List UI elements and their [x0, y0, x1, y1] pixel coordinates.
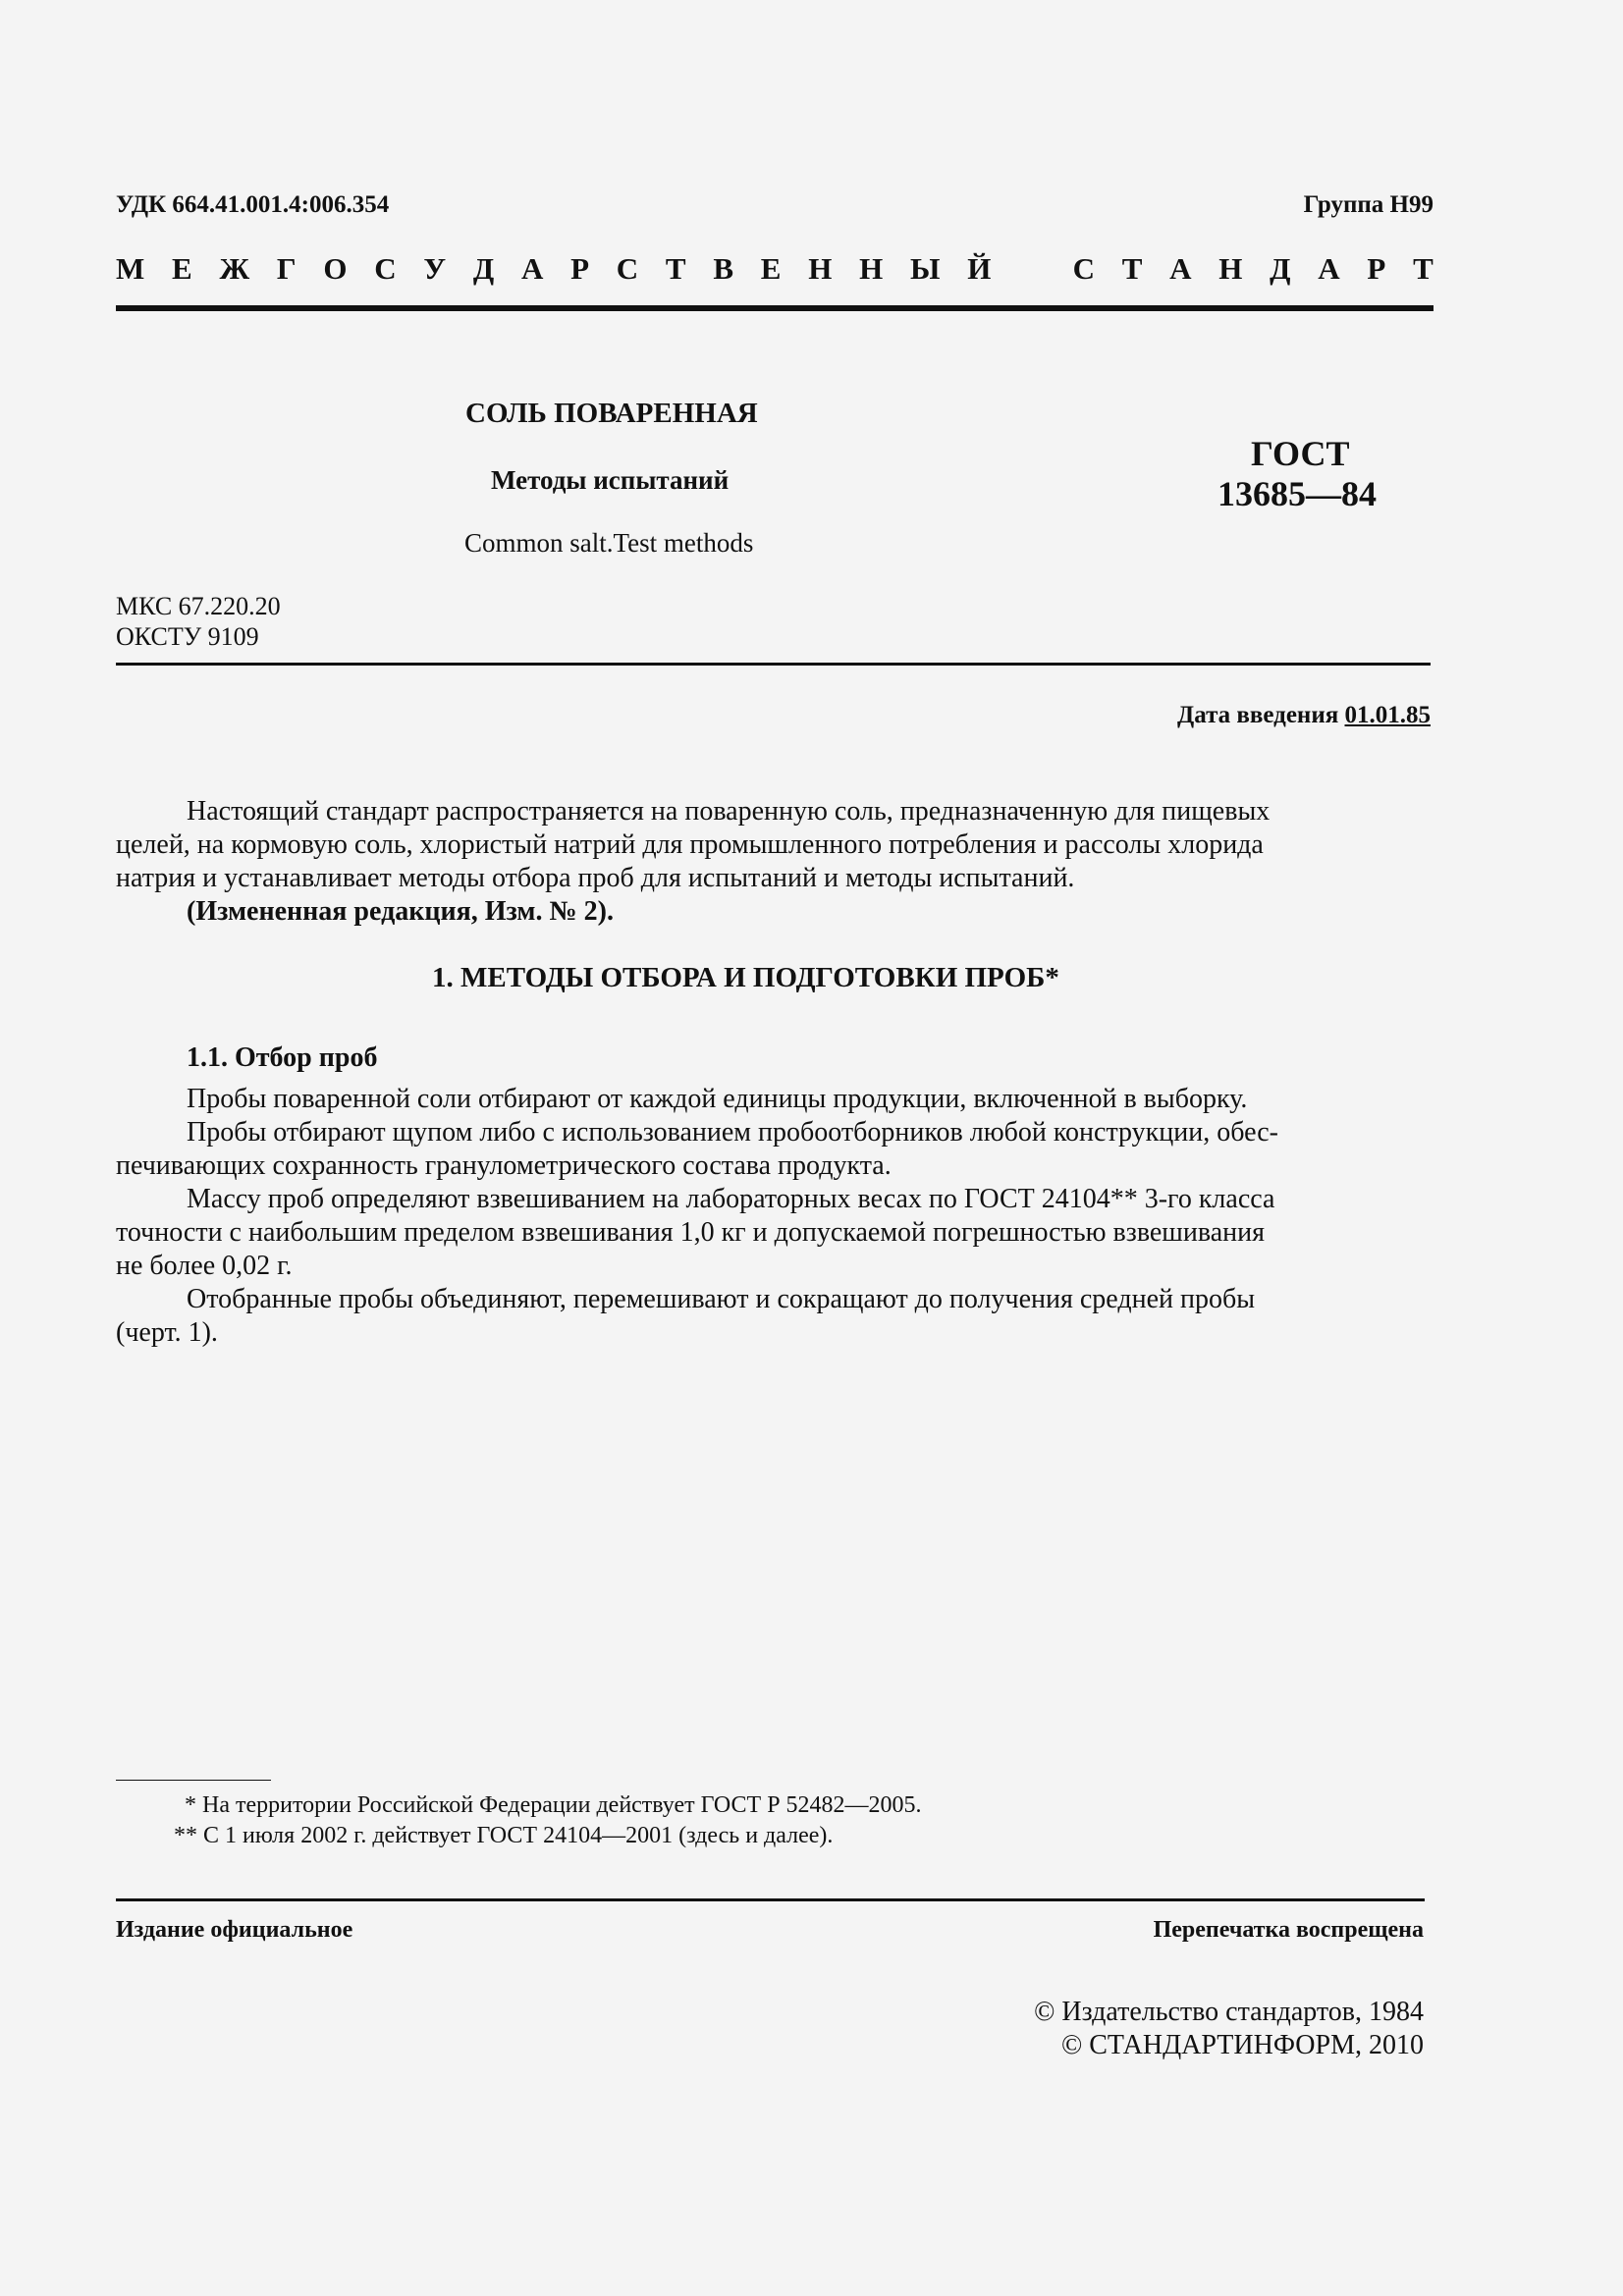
title-letter: Т	[1413, 251, 1434, 286]
title-letter: Н	[808, 251, 833, 286]
english-title: Common salt.Test methods	[464, 528, 754, 558]
title-letter: С	[616, 251, 639, 286]
title-letter: Р	[1367, 251, 1386, 286]
title-letter: В	[713, 251, 734, 286]
gost-number: 13685—84	[1217, 474, 1377, 513]
udk-code: УДК 664.41.001.4:006.354	[116, 191, 390, 218]
body-line: Отобранные пробы объединяют, перемешивают и сокращают до получения средней пробы	[187, 1284, 1256, 1314]
section-body	[116, 1083, 1431, 1350]
title-letter: Н	[1218, 251, 1243, 286]
standard-name: СОЛЬ ПОВАРЕННАЯ	[465, 398, 758, 429]
copyright-1984: © Издательство стандартов, 1984	[1034, 1997, 1424, 2027]
body-line: (черт. 1).	[116, 1317, 218, 1348]
intro-line: натрия и устанавливает методы отбора проб для испытаний и методы испытаний.	[116, 863, 1075, 893]
title-letter: Н	[859, 251, 884, 286]
title-letter: О	[323, 251, 348, 286]
copyright-2010: © СТАНДАРТИНФОРМ, 2010	[1060, 2030, 1424, 2060]
group-code: Группа Н99	[1303, 191, 1434, 218]
body-line: Массу проб определяют взвешиванием на лабораторных весах по ГОСТ 24104** 3-го класса	[187, 1184, 1275, 1214]
intro-paragraph	[116, 795, 1431, 929]
footer-rule	[116, 1898, 1425, 1901]
body-line: не более 0,02 г.	[116, 1251, 293, 1281]
title-rule	[116, 663, 1431, 666]
title-letter: Д	[1270, 251, 1291, 286]
title-letter: Д	[472, 251, 495, 286]
introduction-date-label: Дата введения	[1177, 702, 1339, 728]
title-letter: Е	[760, 251, 782, 286]
title-letter: Й	[967, 251, 992, 286]
title-letter: Р	[570, 251, 590, 286]
amendment-note: (Измененная редакция, Изм. № 2).	[187, 896, 614, 927]
title-letter: А	[1169, 251, 1192, 286]
subsection-heading: 1.1. Отбор проб	[187, 1042, 378, 1073]
body-line: печивающих сохранность гранулометрического состава продукта.	[116, 1150, 892, 1181]
title-letter: А	[1318, 251, 1340, 286]
standard-subtitle: Методы испытаний	[491, 465, 730, 495]
introduction-date	[1177, 702, 1431, 729]
section-heading: 1. МЕТОДЫ ОТБОРА И ПОДГОТОВКИ ПРОБ*	[432, 962, 1059, 993]
introduction-date-value: 01.01.85	[1344, 702, 1431, 728]
title-letter: Г	[276, 251, 297, 286]
standard-type-title	[116, 251, 1434, 287]
title-letter: Ж	[219, 251, 250, 286]
footnote-separator	[116, 1780, 271, 1781]
title-letter: М	[116, 251, 145, 286]
gost-label: ГОСТ	[1251, 434, 1350, 473]
reprint-prohibited: Перепечатка воспрещена	[1153, 1917, 1424, 1943]
footnote-1: * На территории Российской Федерации действует ГОСТ Р 52482—2005.	[185, 1792, 922, 1818]
title-letter: Е	[172, 251, 192, 286]
intro-line: Настоящий стандарт распространяется на поваренную соль, предназначенную для пищевых	[187, 796, 1271, 827]
title-letter: С	[1072, 251, 1095, 286]
title-letter: Ы	[909, 251, 941, 286]
title-letter: Т	[1121, 251, 1143, 286]
footnote-2: ** С 1 июля 2002 г. действует ГОСТ 24104—2001 (здесь и далее).	[174, 1823, 834, 1848]
title-letter: А	[520, 251, 544, 286]
title-letter: У	[423, 251, 447, 286]
mks-code: МКС 67.220.20	[116, 592, 281, 620]
body-line: точности с наибольшим пределом взвешивания 1,0 кг и допускаемой погрешностью взвешивания	[116, 1217, 1265, 1248]
body-paragraph: Пробы поваренной соли отбирают от каждой единицы продукции, включенной в выборку.	[187, 1084, 1248, 1114]
official-edition: Издание официальное	[116, 1917, 353, 1943]
okstu-code: ОКСТУ 9109	[116, 622, 259, 651]
intro-line: целей, на кормовую соль, хлористый натрий для промышленного потребления и рассолы хлорида	[116, 829, 1264, 860]
title-letter: Т	[665, 251, 686, 286]
title-letter: С	[374, 251, 397, 286]
header-rule	[116, 305, 1434, 311]
body-line: Пробы отбирают щупом либо с использованием пробоотборников любой конструкции, обес-	[187, 1117, 1278, 1148]
